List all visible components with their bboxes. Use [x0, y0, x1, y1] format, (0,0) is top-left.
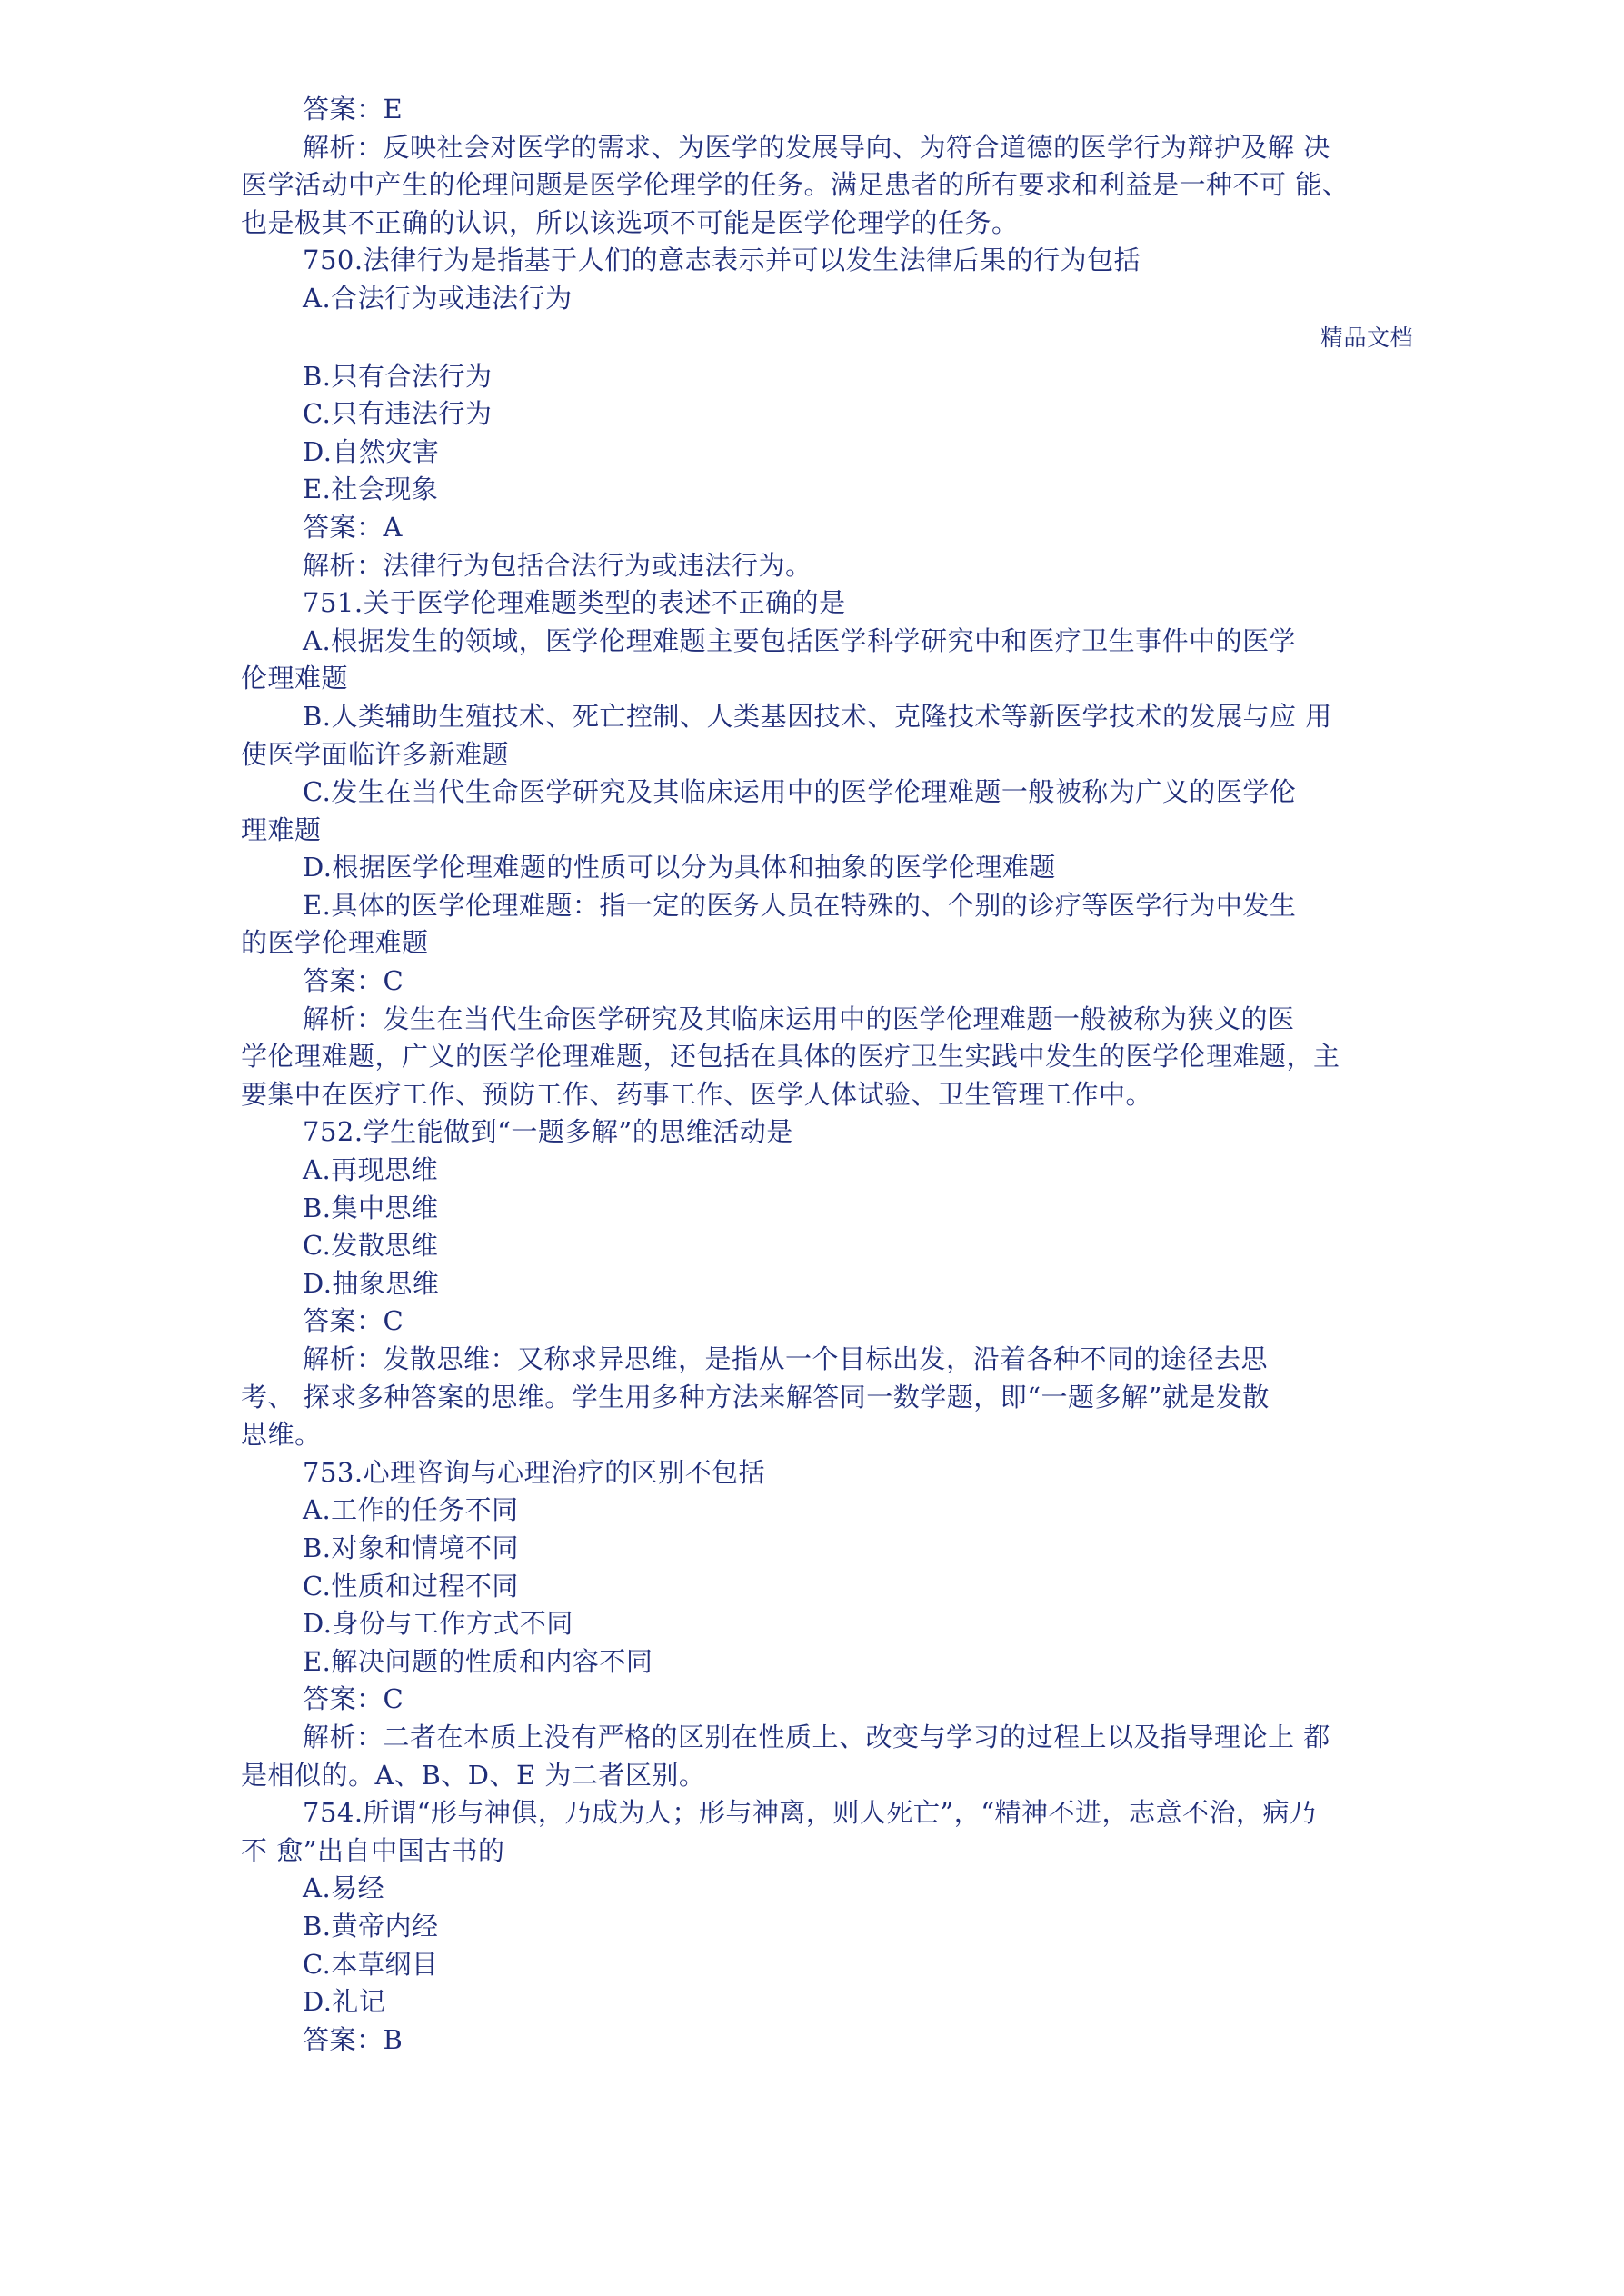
text-line: 答案：B — [303, 2023, 404, 2055]
text-line: A.易经 — [303, 1872, 385, 1904]
header-label: 精品文档 — [1320, 324, 1413, 351]
text-line: 要集中在医疗工作、预防工作、药事工作、医学人体试验、卫生管理工作中。 — [241, 1078, 1153, 1110]
text-line: 理难题 — [241, 814, 322, 845]
document-body — [241, 91, 1413, 2059]
text-line: 解析：发生在当代生命医学研究及其临床运用中的医学伦理难题一般被称为狭义的医 — [303, 1003, 1295, 1034]
text-line: 学伦理难题，广义的医学伦理难题，还包括在具体的医疗卫生实践中发生的医学伦理难题，主 — [241, 1041, 1340, 1073]
text-line: C.本草纲目 — [303, 1948, 439, 1980]
text-line: 753.心理咨询与心理治疗的区别不包括 — [303, 1456, 766, 1488]
text-line: A.工作的任务不同 — [303, 1494, 519, 1526]
text-line: E.解决问题的性质和内容不同 — [303, 1645, 653, 1677]
text-line: 解析：反映社会对医学的需求、为医学的发展导向、为符合道德的医学行为辩护及解 决 — [303, 131, 1330, 163]
text-line: B.集中思维 — [303, 1192, 439, 1223]
text-line: 750.法律行为是指基于人们的意志表示并可以发生法律后果的行为包括 — [303, 245, 1141, 276]
text-line: A.根据发生的领域，医学伦理难题主要包括医学科学研究中和医疗卫生事件中的医学 — [303, 624, 1297, 656]
text-line: C.发散思维 — [303, 1230, 439, 1262]
text-line: 的医学伦理难题 — [241, 927, 429, 959]
text-line: 考、 探求多种答案的思维。学生用多种方法来解答同一数学题，即“一题多解”就是发散 — [241, 1381, 1270, 1413]
text-line: 答案：C — [303, 1305, 404, 1337]
text-line: 是相似的。A、B、D、E 为二者区别。 — [241, 1759, 706, 1791]
text-block-top — [241, 91, 1413, 318]
text-line: 答案：C — [303, 965, 404, 997]
text-line: 解析：二者在本质上没有严格的区别在性质上、改变与学习的过程上以及指导理论上 都 — [303, 1721, 1330, 1752]
text-line: B.只有合法行为 — [303, 360, 493, 392]
text-line: E.社会现象 — [303, 474, 439, 505]
text-line: 答案：C — [303, 1683, 404, 1715]
text-line: 伦理难题 — [241, 663, 349, 694]
text-line: D.礼记 — [303, 1986, 386, 2018]
text-line: D.自然灾害 — [303, 435, 440, 467]
text-line: B.黄帝内经 — [303, 1910, 439, 1942]
text-line: 解析：法律行为包括合法行为或违法行为。 — [303, 549, 812, 581]
text-line: E.具体的医学伦理难题：指一定的医务人员在特殊的、个别的诊疗等医学行为中发生 — [303, 889, 1297, 921]
text-line: 思维。 — [241, 1419, 322, 1451]
text-line: B.对象和情境不同 — [303, 1532, 520, 1563]
text-line: D.根据医学伦理难题的性质可以分为具体和抽象的医学伦理难题 — [303, 852, 1056, 883]
text-line: C.发生在当代生命医学研究及其临床运用中的医学伦理难题一般被称为广义的医学伦 — [303, 776, 1297, 808]
text-line: 使医学面临许多新难题 — [241, 738, 510, 770]
text-line: 也是极其不正确的认识，所以该选项不可能是医学伦理学的任务。 — [241, 206, 1019, 238]
text-line: C.只有违法行为 — [303, 398, 493, 430]
text-line: D.抽象思维 — [303, 1267, 440, 1299]
text-line: 751.关于医学伦理难题类型的表述不正确的是 — [303, 587, 846, 619]
text-block-main — [241, 358, 1413, 2060]
text-line: D.身份与工作方式不同 — [303, 1608, 573, 1640]
text-line: 答案：A — [303, 511, 403, 543]
text-line: C.性质和过程不同 — [303, 1570, 519, 1602]
text-line: 754.所谓“形与神俱，乃成为人；形与神离，则人死亡”，“精神不进，志意不治，病乃 — [303, 1797, 1317, 1829]
text-line: B.人类辅助生殖技术、死亡控制、人类基因技术、克隆技术等新医学技术的发展与应 用 — [303, 700, 1332, 732]
text-line: 752.学生能做到“一题多解”的思维活动是 — [303, 1116, 793, 1148]
text-line: A.再现思维 — [303, 1154, 439, 1186]
text-line: A.合法行为或违法行为 — [303, 282, 573, 314]
text-line: 医学活动中产生的伦理问题是医学伦理学的任务。满足患者的所有要求和利益是一种不可 能、 — [241, 169, 1350, 201]
text-line: 不 愈”出自中国古书的 — [241, 1834, 505, 1866]
text-line: 解析：发散思维：又称求异思维，是指从一个目标出发，沿着各种不同的途径去思 — [303, 1343, 1269, 1374]
text-line: 答案：E — [303, 94, 404, 125]
